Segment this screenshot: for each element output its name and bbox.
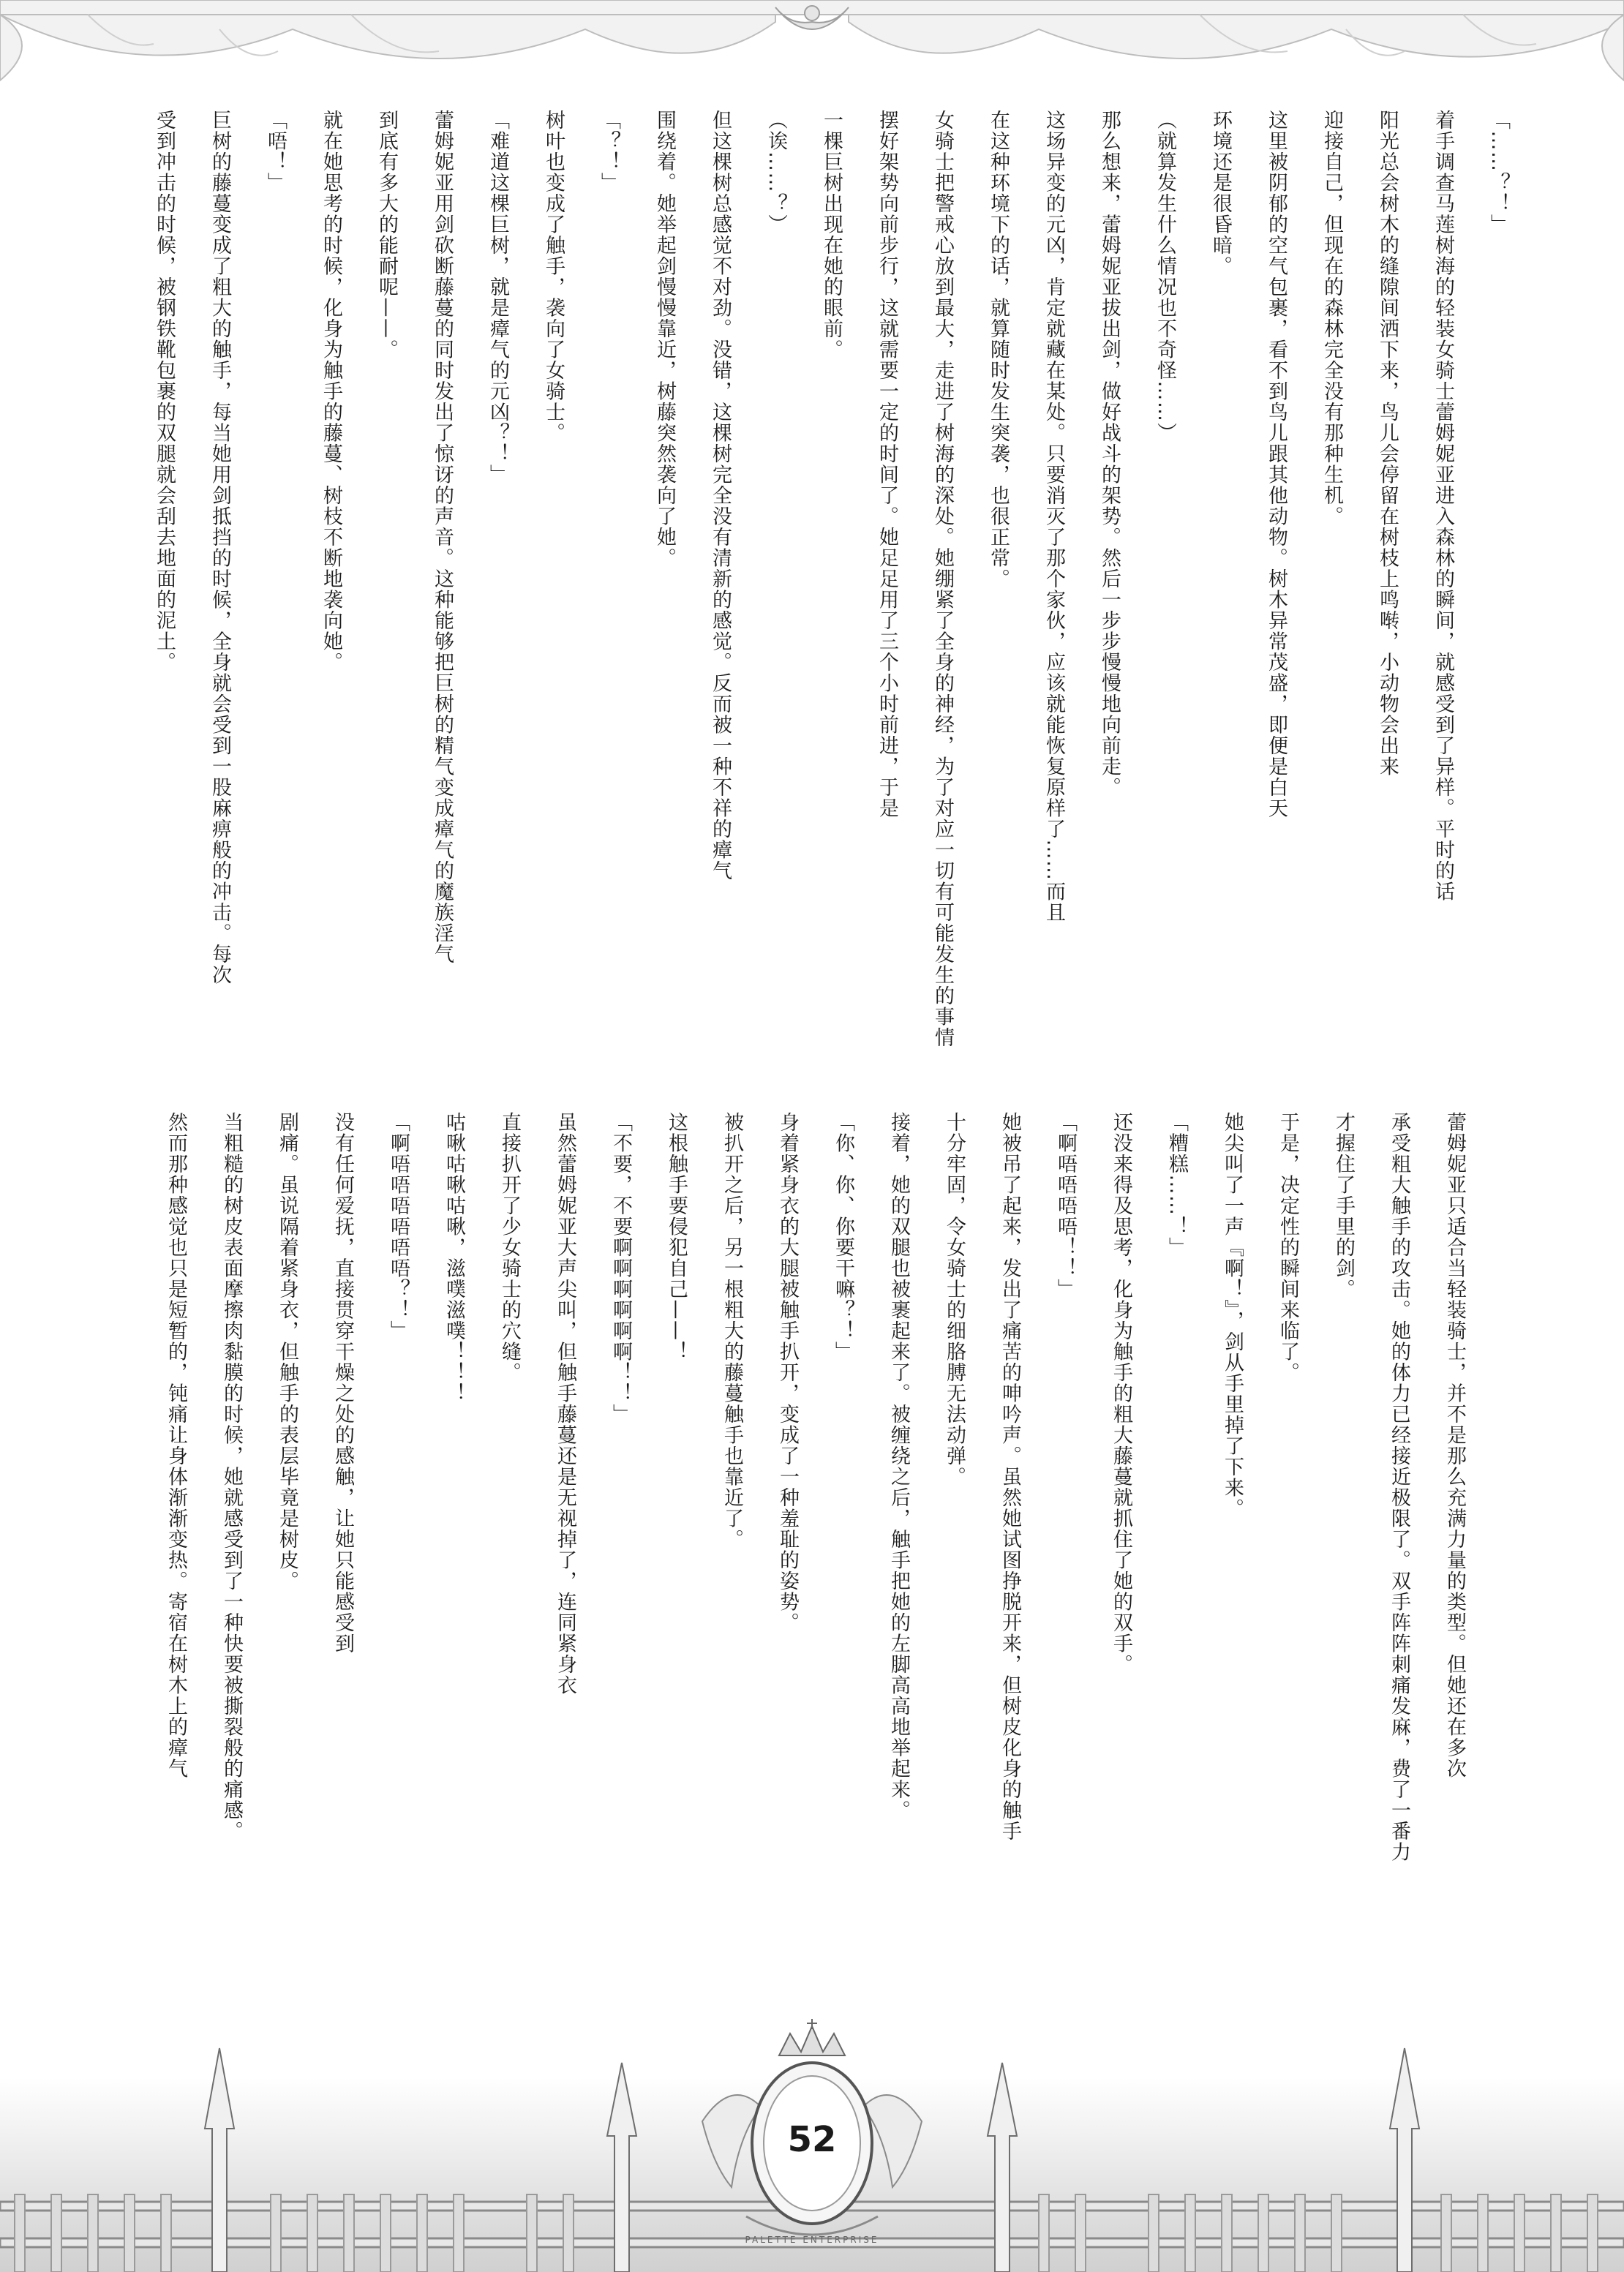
text-column: 环境还是很昏暗。 bbox=[1209, 110, 1232, 277]
text-column: 没有任何爱抚，直接贯穿干燥之处的感触，让她只能感受到 bbox=[331, 1112, 354, 1654]
text-column: 她尖叫了一声『啊！』，剑从手里掉了下来。 bbox=[1221, 1112, 1244, 1519]
curtain-decoration bbox=[0, 0, 1624, 110]
text-column: 「？！」 bbox=[598, 110, 620, 193]
text-column: 就在她思考的时候，化身为触手的藤蔓、树枝不断地袭向她。 bbox=[320, 110, 342, 673]
text-column: 受到冲击的时候，被钢铁靴包裹的双腿就会刮去地面的泥土。 bbox=[153, 110, 176, 673]
text-column: 剧痛。虽说隔着紧身衣，但触手的表层毕竟是树皮。 bbox=[276, 1112, 298, 1592]
text-column: 巨树的藤蔓变成了粗大的触手，每当她用剑抵挡的时候，全身就会受到一股麻痹般的冲击。每次 bbox=[208, 110, 231, 985]
text-column: 「……？！」 bbox=[1487, 110, 1510, 235]
text-column: （诶……？） bbox=[764, 110, 787, 235]
text-column: 十分牢固，令女骑士的细胳膊无法动弹。 bbox=[943, 1112, 966, 1487]
text-column: 直接扒开了少女骑士的穴缝。 bbox=[498, 1112, 521, 1383]
text-column: 阳光总会树木的缝隙间洒下来，鸟儿会停留在树枝上鸣啭，小动物会出来 bbox=[1376, 110, 1399, 777]
text-column: 摆好架势向前步行，这就需要一定的时间了。她足足用了三个小时前进，于是 bbox=[876, 110, 898, 819]
text-column: 这场异变的元凶，肯定就藏在某处。只要消灭了那个家伙，应该就能恢复原样了……而且 bbox=[1042, 110, 1065, 923]
text-column: 「糟糕……！」 bbox=[1165, 1112, 1188, 1258]
text-column: 「唔！」 bbox=[264, 110, 287, 193]
text-column: 「啊唔唔唔唔！！」 bbox=[1054, 1112, 1077, 1300]
text-column: 蕾姆妮亚只适合当轻装骑士，并不是那么充满力量的类型。但她还在多次 bbox=[1443, 1112, 1466, 1779]
text-column: 树叶也变成了触手，袭向了女骑士。 bbox=[542, 110, 565, 443]
brand-label: PALETTE ENTERPRISE bbox=[745, 2235, 879, 2245]
text-column: 然而那种感觉也只是短暂的，钝痛让身体渐渐变热。寄宿在树木上的瘴气 bbox=[165, 1112, 187, 1779]
text-column: 在这种环境下的话，就算随时发生突袭，也很正常。 bbox=[987, 110, 1010, 590]
text-column: 「啊唔唔唔唔唔唔？！」 bbox=[387, 1112, 410, 1342]
text-column: 那么想来，蕾姆妮亚拔出剑，做好战斗的架势。然后一步步慢慢地向前走。 bbox=[1098, 110, 1121, 798]
text-column: 「不要，不要啊啊啊啊啊啊！！」 bbox=[609, 1112, 632, 1425]
text-column: 虽然蕾姆妮亚大声尖叫，但触手藤蔓还是无视掉了，连同紧身衣 bbox=[554, 1112, 576, 1696]
page-number-badge bbox=[783, 2107, 841, 2173]
text-column: （就算发生什么情况也不奇怪……） bbox=[1154, 110, 1176, 443]
text-column: 咕啾咕啾咕啾，滋噗滋噗！！！ bbox=[443, 1112, 465, 1404]
text-column: 一棵巨树出现在她的眼前。 bbox=[820, 110, 843, 360]
text-column: 这根触手要侵犯自己——！ bbox=[665, 1112, 688, 1362]
text-column: 女骑士把警戒心放到最大，走进了树海的深处。她绷紧了全身的神经，为了对应一切有可能发生的事情 bbox=[931, 110, 954, 1048]
text-column: 这里被阴郁的空气包裹，看不到鸟儿跟其他动物。树木异常茂盛，即便是白天 bbox=[1265, 110, 1287, 819]
text-column: 被扒开之后，另一根粗大的藤蔓触手也靠近了。 bbox=[721, 1112, 743, 1550]
text-column: 才握住了手里的剑。 bbox=[1332, 1112, 1355, 1300]
text-column: 她被吊了起来，发出了痛苦的呻吟声。虽然她试图挣脱开来，但树皮化身的触手 bbox=[999, 1112, 1021, 1842]
text-column: 于是，决定性的瞬间来临了。 bbox=[1277, 1112, 1299, 1383]
text-column: 围绕着。她举起剑慢慢靠近，树藤突然袭向了她。 bbox=[653, 110, 676, 568]
text-column: 当粗糙的树皮表面摩擦肉黏膜的时候，她就感受到了一种快要被撕裂般的痛感。 bbox=[220, 1112, 243, 1842]
text-column: 接着，她的双腿也被裹起来了。被缠绕之后，触手把她的左脚高高地举起来。 bbox=[887, 1112, 910, 1821]
page-number: 52 bbox=[787, 2119, 837, 2160]
text-column: 身着紧身衣的大腿被触手扒开，变成了一种羞耻的姿势。 bbox=[776, 1112, 799, 1633]
text-column: 承受粗大触手的攻击。她的体力已经接近极限了。双手阵阵刺痛发麻，费了一番力 bbox=[1388, 1112, 1410, 1862]
text-column: 「难道这棵巨树，就是瘴气的元凶？！」 bbox=[486, 110, 509, 485]
text-column: 着手调查马莲树海的轻装女骑士蕾姆妮亚进入森林的瞬间，就感受到了异样。平时的话 bbox=[1432, 110, 1454, 902]
text-column: 「你、你、你要干嘛？！」 bbox=[832, 1112, 854, 1362]
text-column: 还没来得及思考，化身为触手的粗大藤蔓就抓住了她的双手。 bbox=[1110, 1112, 1132, 1675]
text-column: 蕾姆妮亚用剑砍断藤蔓的同时发出了惊讶的声音。这种能够把巨树的精气变成瘴气的魔族淫气 bbox=[431, 110, 454, 965]
text-column: 但这棵树总感觉不对劲。没错，这棵树完全没有清新的感觉。反而被一种不祥的瘴气 bbox=[709, 110, 732, 881]
text-column: 到底有多大的能耐呢——。 bbox=[375, 110, 398, 360]
text-column: 迎接自己，但现在的森林完全没有那种生机。 bbox=[1320, 110, 1343, 527]
